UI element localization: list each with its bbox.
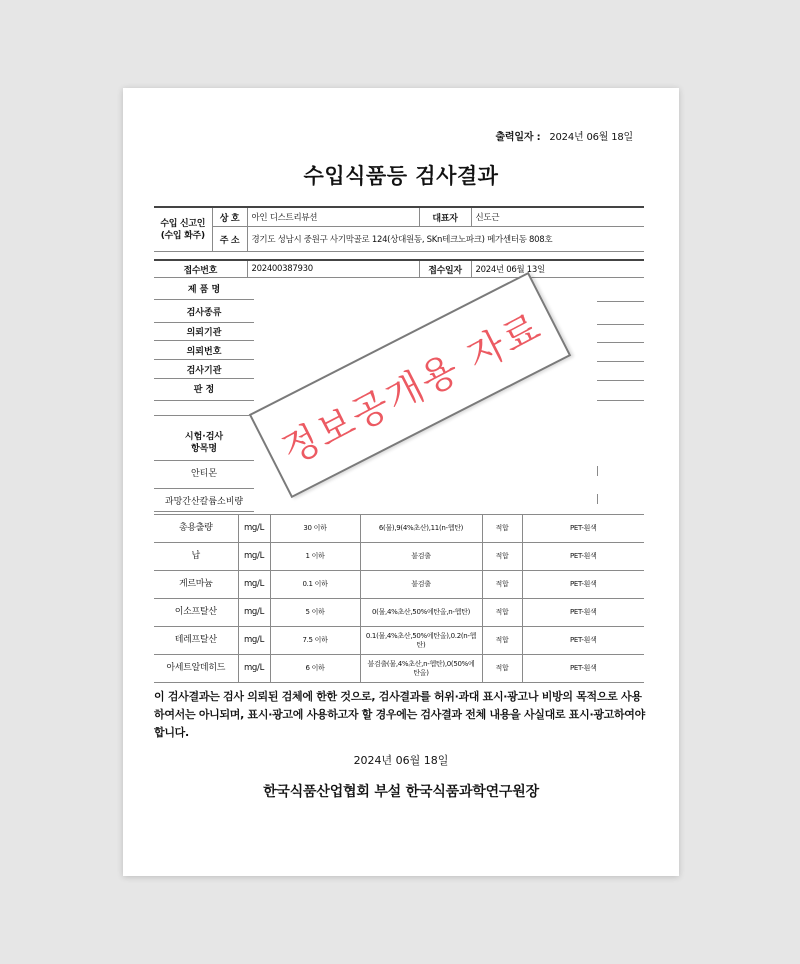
result-unit: mg/L: [238, 599, 270, 627]
result-standard: 30 이하: [270, 515, 360, 543]
representative-name: 신도근: [471, 207, 644, 227]
result-value: 0.1(물,4%초산,50%에탄올),0.2(n-헵탄): [360, 627, 482, 655]
print-date-label: 출력일자 :: [495, 132, 541, 143]
result-verdict: 적합: [482, 655, 522, 683]
result-verdict: 적합: [482, 599, 522, 627]
receipt-date: 2024년 06월 13일: [471, 260, 644, 278]
results-table: [154, 514, 644, 683]
applicant-group-label: [154, 207, 212, 252]
divider: [154, 511, 254, 512]
field-requesting-org: 의뢰기관: [154, 326, 254, 341]
receipt-date-label: 접수일자: [419, 260, 471, 278]
result-note: PET-흰색: [522, 515, 644, 543]
test-items-header: [154, 431, 254, 455]
receipt-number: 202400387930: [247, 260, 419, 278]
company-name-label: 상 호: [212, 207, 247, 227]
result-value: 불검출: [360, 543, 482, 571]
result-unit: mg/L: [238, 571, 270, 599]
result-row: [154, 599, 644, 627]
result-verdict: 적합: [482, 543, 522, 571]
result-item-name: 납: [154, 543, 238, 571]
applicant-group-label-2: (수입 화주): [160, 230, 205, 241]
partial-item-antimony: 안티몬: [190, 469, 218, 479]
field-judgment: 판 정: [154, 380, 254, 401]
result-value: 6(물),9(4%초산),11(n-헵탄): [360, 515, 482, 543]
divider: [597, 324, 644, 325]
address-label: 주 소: [212, 227, 247, 252]
result-unit: mg/L: [238, 655, 270, 683]
result-item-name: 테레프탈산: [154, 627, 238, 655]
document-page: [123, 88, 679, 876]
result-verdict: 적합: [482, 627, 522, 655]
result-item-name: 총용출량: [154, 515, 238, 543]
divider: [154, 488, 254, 489]
result-note: PET-흰색: [522, 543, 644, 571]
result-row: [154, 515, 644, 543]
result-unit: mg/L: [238, 543, 270, 571]
field-request-number: 의뢰번호: [154, 345, 254, 360]
company-name: 아인 디스트리뷰션: [247, 207, 419, 227]
divider: [597, 301, 644, 302]
field-product-name: 제 품 명: [154, 281, 254, 300]
test-items-header-1: 시험·검사: [184, 432, 224, 442]
result-item-name: 이소프탈산: [154, 599, 238, 627]
result-item-name: 아세트알데히드: [154, 655, 238, 683]
divider: [597, 400, 644, 401]
divider: [154, 415, 254, 416]
result-standard: 6 이하: [270, 655, 360, 683]
address: 경기도 성남시 중원구 사기막골로 124(상대원동, SKn테크노파크) 메가센터동 808호: [247, 227, 644, 252]
result-verdict: 적합: [482, 515, 522, 543]
divider: [154, 460, 254, 461]
result-standard: 0.1 이하: [270, 571, 360, 599]
receipt-table: [154, 259, 644, 278]
issuer-name: 한국식품산업협회 부설 한국식품과학연구원장: [263, 784, 539, 800]
divider: [597, 494, 598, 504]
representative-label: 대표자: [419, 207, 471, 227]
result-standard: 1 이하: [270, 543, 360, 571]
document-title: 수입식품등 검사결과: [303, 164, 499, 188]
result-row: [154, 627, 644, 655]
result-note: PET-흰색: [522, 627, 644, 655]
receipt-number-label: 접수번호: [154, 260, 247, 278]
result-item-name: 게르마늄: [154, 571, 238, 599]
result-note: PET-흰색: [522, 571, 644, 599]
result-row: [154, 655, 644, 683]
stamp-text: 정보공개용 자료: [274, 303, 549, 473]
applicant-table: [154, 206, 644, 252]
test-items-header-2: 항목명: [190, 444, 218, 454]
divider: [597, 361, 644, 362]
disclaimer-notice: 이 검사결과는 검사 의뢰된 검체에 한한 것으로, 검사결과를 허위·과대 표시·광고나 비방의 목적으로 사용하여서는 아니되며, 표시·광고에 사용하고자 할 경우에는 검사결과 전체 내용을 사실대로 표시·광고하여야 합니다.: [154, 690, 645, 739]
result-note: PET-흰색: [522, 655, 644, 683]
result-unit: mg/L: [238, 515, 270, 543]
result-standard: 5 이하: [270, 599, 360, 627]
result-row: [154, 543, 644, 571]
result-row: [154, 571, 644, 599]
result-verdict: 적합: [482, 571, 522, 599]
result-value: 0(물,4%초산,50%에탄올,n-헵탄): [360, 599, 482, 627]
divider: [597, 380, 644, 381]
field-test-org: 검사기관: [154, 364, 254, 379]
applicant-group-label-1: 수입 신고인: [160, 218, 206, 229]
field-test-type: 검사종류: [154, 304, 254, 323]
result-standard: 7.5 이하: [270, 627, 360, 655]
divider: [597, 342, 644, 343]
divider: [597, 466, 598, 476]
result-value: 불검출: [360, 571, 482, 599]
public-disclosure-stamp: [249, 272, 571, 498]
print-date: [495, 128, 633, 143]
result-note: PET-흰색: [522, 599, 644, 627]
result-unit: mg/L: [238, 627, 270, 655]
partial-item-kmno4: 과망간산칼륨소비량: [164, 497, 244, 507]
result-value: 불검출(물,4%초산,n-헵탄),0(50%에탄올): [360, 655, 482, 683]
print-date-value: 2024년 06월 18일: [549, 132, 633, 143]
issue-date: 2024년 06월 18일: [353, 754, 449, 767]
